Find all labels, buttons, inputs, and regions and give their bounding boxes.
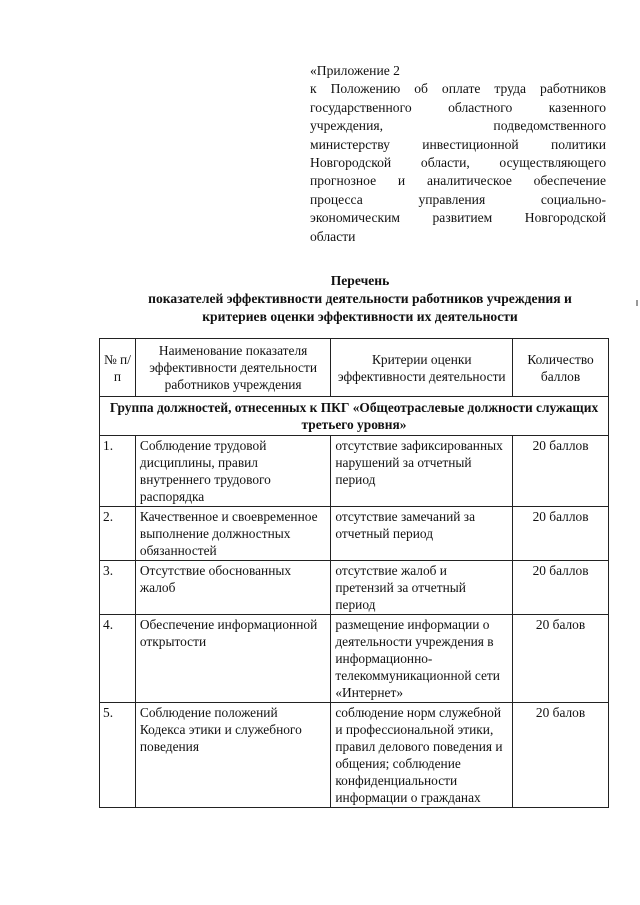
row-num: 1.: [100, 436, 136, 507]
row-criteria: отсутствие зафиксированных нарушений за отчетный период: [331, 436, 513, 507]
scan-mark: [636, 300, 638, 306]
group-row: [100, 397, 609, 436]
row-criteria: размещение информации о деятельности учреждения в информационно-телекоммуникационной сети «Интернет»: [331, 615, 513, 703]
appendix-line: прогнозное и аналитическое обеспечение: [310, 173, 606, 189]
title-line: критериев оценки эффективности их деятельности: [202, 309, 518, 325]
appendix-line: области: [310, 228, 356, 244]
row-num: 3.: [100, 561, 136, 615]
header-name: Наименование показателя эффективности деятельности работников учреждения: [135, 339, 330, 397]
appendix-line: государственного областного казенного: [310, 99, 606, 115]
row-num: 5.: [100, 703, 136, 808]
row-points: 20 балов: [513, 703, 609, 808]
appendix-line: экономическим развитием Новгородской: [310, 210, 606, 226]
header-criteria: Критерии оценки эффективности деятельности: [331, 339, 513, 397]
appendix-caption: [310, 62, 606, 246]
title-line: показателей эффективности деятельности работников учреждения и: [148, 291, 572, 307]
row-points: 20 баллов: [513, 436, 609, 507]
appendix-line: к Положению об оплате труда работников: [310, 81, 606, 97]
table-row: [100, 436, 609, 507]
table-header-row: [100, 339, 609, 397]
row-criteria: соблюдение норм служебной и профессиональной этики, правил делового поведения и общения; соблюдение конфиденциальности информации о гражданах: [331, 703, 513, 808]
row-criteria: отсутствие замечаний за отчетный период: [331, 507, 513, 561]
appendix-line: «Приложение 2: [310, 63, 400, 78]
table-row: [100, 615, 609, 703]
appendix-line: министерству инвестиционной политики: [310, 136, 606, 152]
table-row: [100, 507, 609, 561]
row-name: Обеспечение информационной открытости: [135, 615, 330, 703]
title-line: Перечень: [330, 273, 390, 288]
table-row: [100, 561, 609, 615]
document-title: [80, 272, 640, 327]
group-title: Группа должностей, отнесенных к ПКГ «Общеотраслевые должности служащих третьего уровня»: [100, 397, 609, 436]
header-points: Количество баллов: [513, 339, 609, 397]
row-name: Качественное и своевременное выполнение должностных обязанностей: [135, 507, 330, 561]
row-name: Отсутствие обоснованных жалоб: [135, 561, 330, 615]
appendix-line: учреждения, подведомственного: [310, 118, 606, 134]
row-points: 20 баллов: [513, 561, 609, 615]
header-num: № п/п: [100, 339, 136, 397]
row-num: 2.: [100, 507, 136, 561]
row-points: 20 баллов: [513, 507, 609, 561]
appendix-line: процесса управления социально-: [310, 191, 606, 207]
row-name: Соблюдение трудовой дисциплины, правил внутреннего трудового распорядка: [135, 436, 330, 507]
row-criteria: отсутствие жалоб и претензий за отчетный период: [331, 561, 513, 615]
row-num: 4.: [100, 615, 136, 703]
indicators-table: [99, 338, 609, 808]
appendix-line: Новгородской области, осуществляющего: [310, 155, 606, 171]
table-row: [100, 703, 609, 808]
row-name: Соблюдение положений Кодекса этики и служебного поведения: [135, 703, 330, 808]
row-points: 20 балов: [513, 615, 609, 703]
